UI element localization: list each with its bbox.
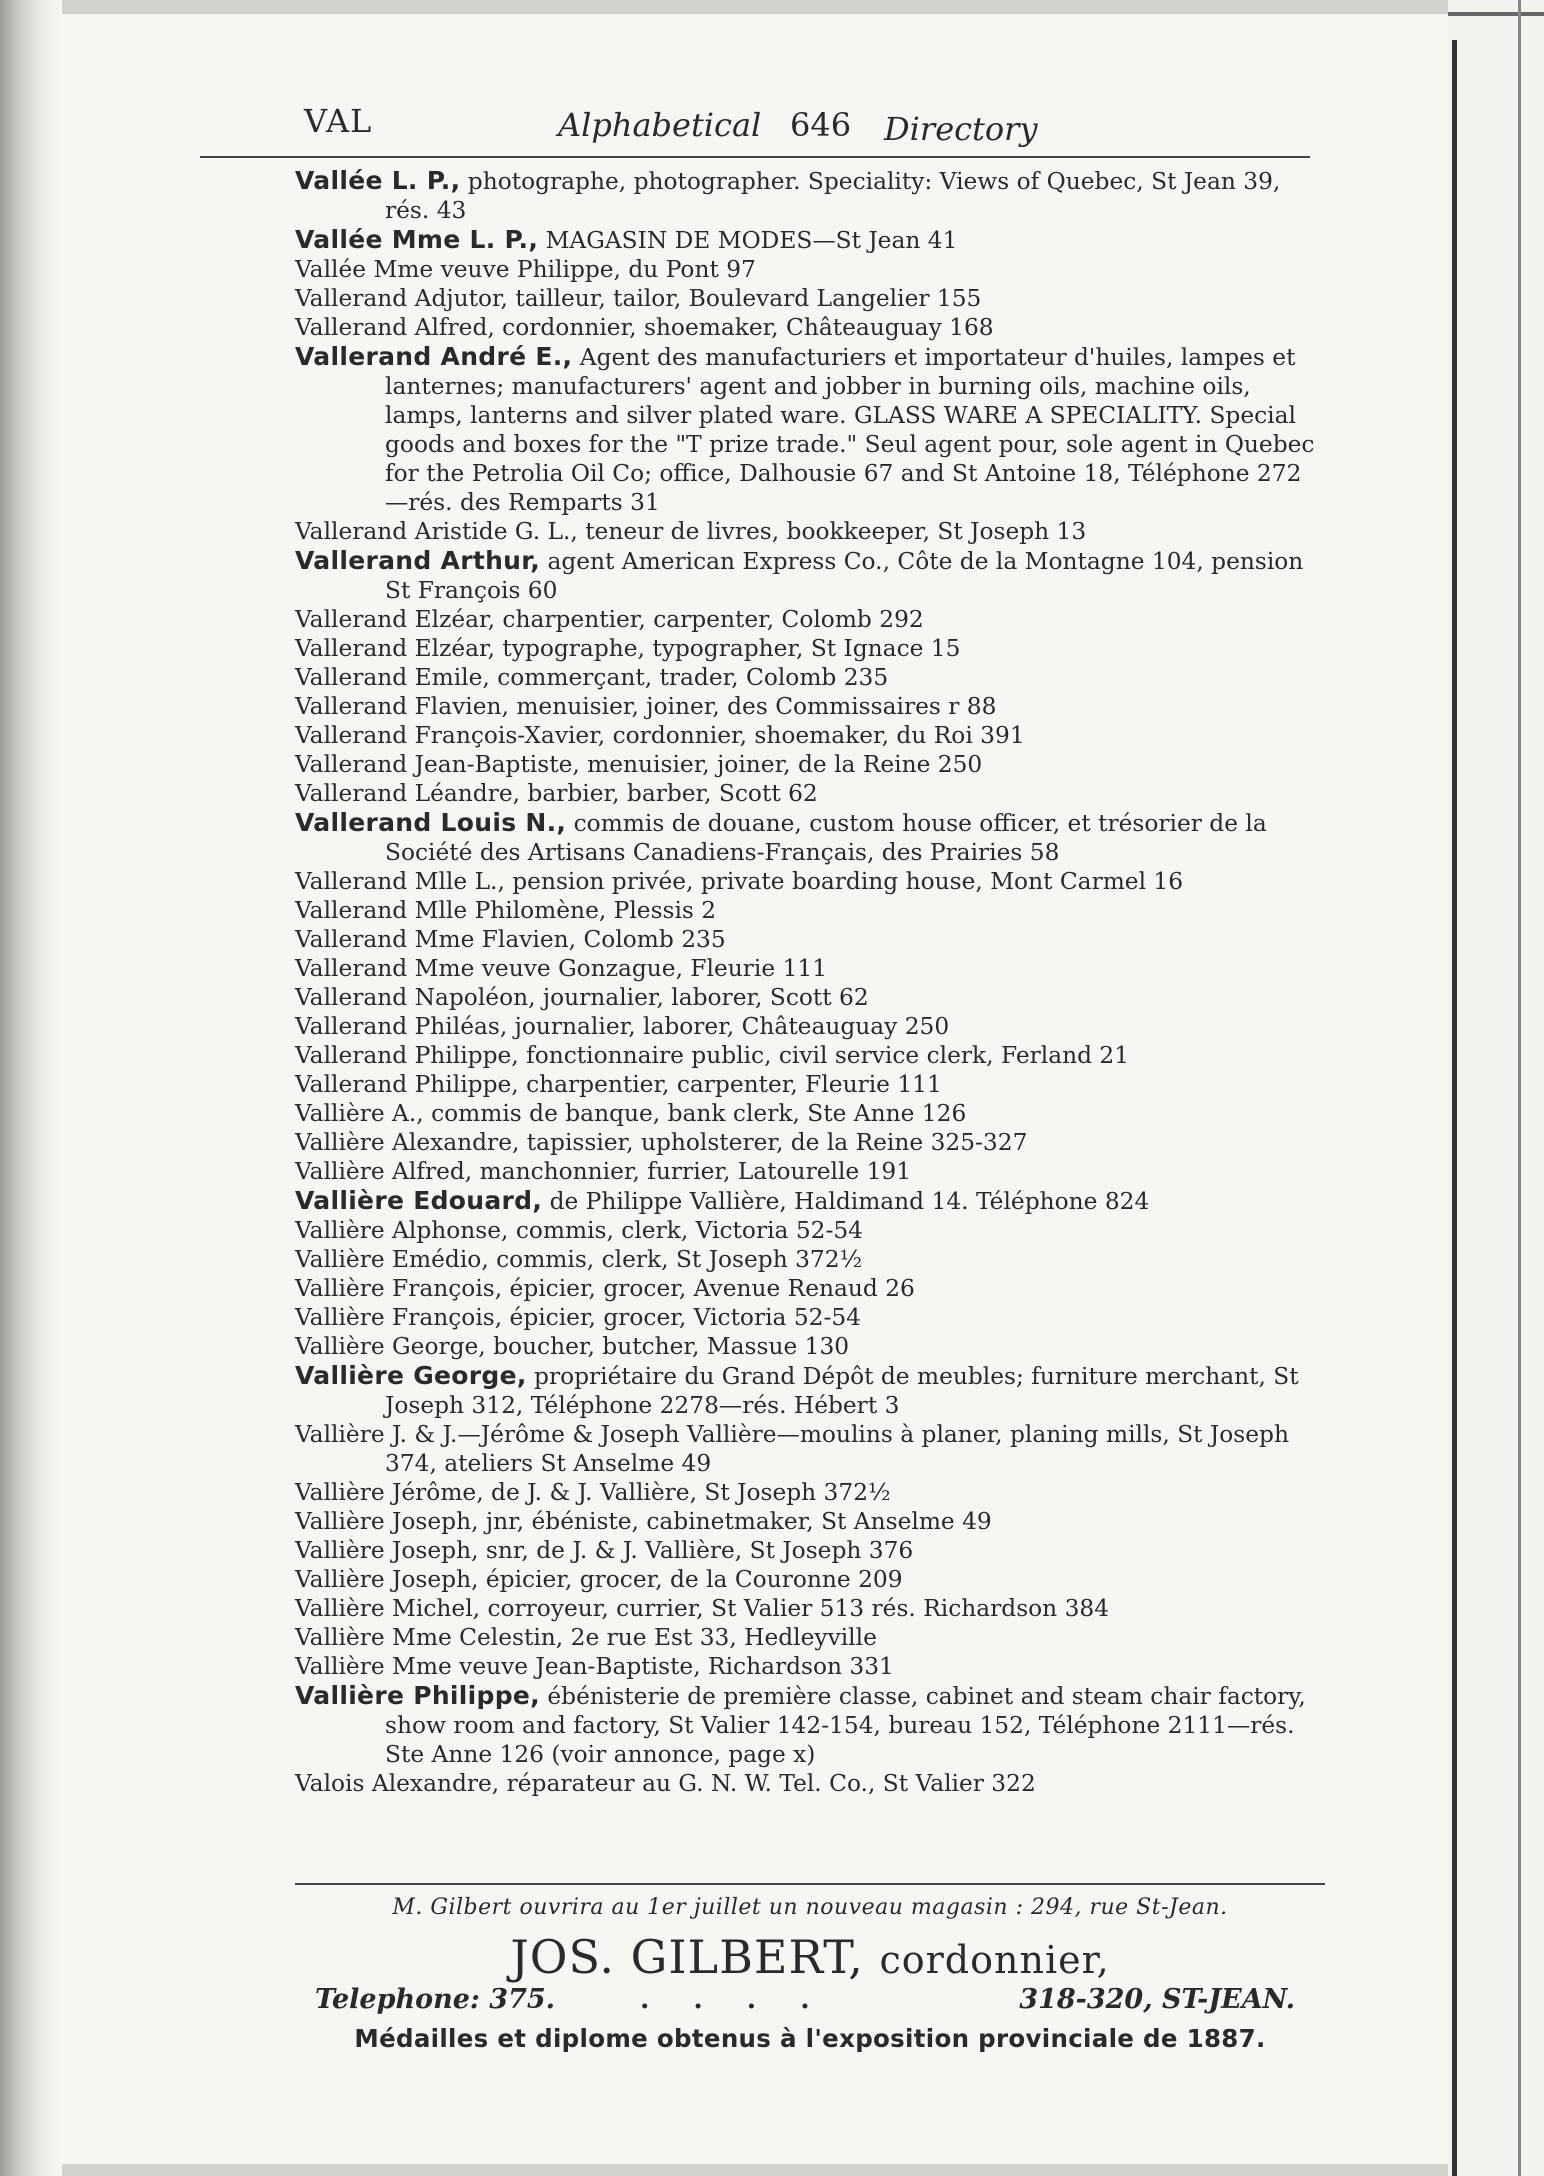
ad-telephone: Telephone: 375. [315,1984,556,2015]
ad-business-name: JOS. GILBERT, [510,1930,864,1984]
entry-details: Emédio, commis, clerk, St Joseph 372½ [392,1246,863,1273]
directory-entry [295,1245,1320,1274]
entry-name: Vallée L. P., [295,166,461,195]
entry-name: Vallière George, [295,1361,527,1390]
directory-entry [295,1070,1320,1099]
entry-name: Valois [295,1770,365,1797]
directory-entry [295,342,1320,517]
entry-details: de Philippe Vallière, Haldimand 14. Téléphone 824 [549,1188,1150,1215]
entry-name: Vallière [295,1129,385,1156]
entry-name: Vallière [295,1217,385,1244]
entry-details: Joseph, snr, de J. & J. Vallière, St Joseph 376 [392,1537,914,1564]
entry-details: A., commis de banque, bank clerk, Ste Anne 126 [392,1100,967,1127]
entry-name: Vallerand [295,955,408,982]
entry-details: photographe, photographer. Speciality: Views of Quebec, St Jean 39, rés. 43 [385,168,1281,224]
ad-medals-line: Médailles et diplome obtenus à l'exposition provinciale de 1887. [354,2024,1266,2053]
directory-entry [295,634,1320,663]
entry-name: Vallerand [295,1071,408,1098]
directory-entry [295,1681,1320,1769]
directory-entry [295,284,1320,313]
directory-entry [295,1507,1320,1536]
directory-entry [295,1099,1320,1128]
directory-entry [295,1303,1320,1332]
entry-name: Vallière [295,1333,385,1360]
entry-name: Vallerand [295,693,408,720]
entry-name: Vallière Edouard, [295,1186,543,1215]
entry-name: Vallerand [295,1042,408,1069]
ad-notice: M. Gilbert ouvrira au 1er juillet un nouveau magasin : 294, rue St-Jean. [392,1895,1228,1920]
directory-entry [295,983,1320,1012]
running-head-left-title: Alphabetical [558,106,762,144]
entry-details: François, épicier, grocer, Avenue Renaud 26 [392,1275,915,1302]
entry-name: Vallière [295,1537,385,1564]
entry-name: Vallière [295,1421,385,1448]
entry-name: Vallerand [295,635,408,662]
entry-name: Vallerand [295,926,408,953]
page-number: 646 [790,106,852,144]
entry-name: Vallerand [295,664,408,691]
directory-entry [295,1041,1320,1070]
entry-details: Philéas, journalier, laborer, Châteauguay 250 [414,1013,950,1040]
entry-name: Vallerand [295,868,408,895]
directory-entry [295,1361,1320,1420]
entry-details: Adjutor, tailleur, tailor, Boulevard Langelier 155 [414,285,982,312]
entry-details: Alfred, cordonnier, shoemaker, Châteauguay 168 [414,314,994,341]
directory-entry [295,1186,1320,1216]
entry-details: Aristide G. L., teneur de livres, bookkeeper, St Joseph 13 [414,518,1087,545]
directory-entry [295,779,1320,808]
directory-entry [295,255,1320,284]
entry-details: Mlle L., pension privée, private boarding house, Mont Carmel 16 [414,868,1184,895]
entry-name: Vallière [295,1158,385,1185]
entry-details: Alexandre, réparateur au G. N. W. Tel. Co., St Valier 322 [371,1770,1036,1797]
entry-details: J. & J.—Jérôme & Joseph Vallière—moulins à planer, planing mills, St Joseph 374, ateliers St Anselme 49 [385,1421,1289,1477]
scan-top-cut-line [1448,12,1544,16]
entry-details: propriétaire du Grand Dépôt de meubles; furniture merchant, St Joseph 312, Téléphone 2278—rés. Hébert 3 [385,1363,1299,1419]
entry-details: Joseph, jnr, ébéniste, cabinetmaker, St Anselme 49 [392,1508,992,1535]
entry-details: Napoléon, journalier, laborer, Scott 62 [414,984,869,1011]
entry-name: Vallière [295,1653,385,1680]
directory-entry [295,808,1320,867]
entry-name: Vallière [295,1566,385,1593]
directory-entry [295,1623,1320,1652]
directory-entry [295,313,1320,342]
entry-name: Vallée [295,256,367,283]
entry-details: ébénisterie de première classe, cabinet and steam chair factory, show room and factory, St Valier 142-154, bureau 152, Téléphone 2111—rés. Ste Anne 126 (voir annonce, page x) [385,1683,1306,1768]
book-spine-line [1452,40,1457,2176]
directory-entry [295,166,1320,225]
entry-details: Jérôme, de J. & J. Vallière, St Joseph 372½ [392,1479,891,1506]
entry-name: Vallerand [295,518,408,545]
directory-entry [295,954,1320,983]
entry-name: Vallière [295,1304,385,1331]
directory-entry [295,1332,1320,1361]
advertisement [295,1883,1325,2053]
entry-name: Vallière [295,1595,385,1622]
directory-entry [295,225,1320,255]
entry-name: Vallerand [295,751,408,778]
ad-leader-dots: .... [640,1984,854,2015]
section-label: VAL [304,102,373,140]
scan-left-edge [0,0,62,2176]
directory-entry [295,517,1320,546]
entry-name: Vallerand [295,897,408,924]
entry-name: Vallerand [295,780,408,807]
entry-details: Emile, commerçant, trader, Colomb 235 [414,664,889,691]
directory-entry [295,1536,1320,1565]
entry-name: Vallerand André E., [295,342,573,371]
entry-details: Philippe, fonctionnaire public, civil service clerk, Ferland 21 [414,1042,1130,1069]
entry-details: François-Xavier, cordonnier, shoemaker, du Roi 391 [414,722,1025,749]
directory-entry [295,1012,1320,1041]
entry-details: Mlle Philomène, Plessis 2 [414,897,717,924]
scan-right-edge [1448,0,1544,2176]
entry-name: Vallerand Arthur, [295,546,541,575]
entry-details: agent American Express Co., Côte de la Montagne 104, pension St François 60 [385,548,1304,604]
entry-name: Vallière [295,1479,385,1506]
entry-name: Vallière [295,1275,385,1302]
entry-details: George, boucher, butcher, Massue 130 [392,1333,850,1360]
directory-entry [295,721,1320,750]
directory-entry [295,546,1320,605]
entry-list [295,166,1320,1798]
ad-trade: cordonnier, [879,1938,1110,1982]
entry-details: Mme Flavien, Colomb 235 [414,926,726,953]
entry-details: Joseph, épicier, grocer, de la Couronne 209 [392,1566,903,1593]
entry-details: Michel, corroyeur, currier, St Valier 513 rés. Richardson 384 [392,1595,1110,1622]
directory-entry [295,1274,1320,1303]
entry-details: Alphonse, commis, clerk, Victoria 52-54 [392,1217,863,1244]
directory-entry [295,896,1320,925]
entry-name: Vallière Philippe, [295,1681,540,1710]
directory-entry [295,663,1320,692]
next-page-edge [1518,0,1521,2176]
entry-details: Mme veuve Jean-Baptiste, Richardson 331 [392,1653,894,1680]
entry-name: Vallerand [295,722,408,749]
directory-entry [295,867,1320,896]
directory-entry [295,692,1320,721]
entry-details: commis de douane, custom house officer, et trésorier de la Société des Artisans Canadiens-Français, des Prairies 58 [385,810,1267,866]
directory-page [200,100,1315,2100]
ad-address: 318-320, ST-JEAN. [1019,1984,1295,2015]
entry-details: Jean-Baptiste, menuisier, joiner, de la Reine 250 [414,751,983,778]
entry-name: Vallière [295,1100,385,1127]
entry-name: Vallerand [295,606,408,633]
entry-name: Vallée Mme L. P., [295,225,539,254]
entry-details: Alexandre, tapissier, upholsterer, de la Reine 325-327 [392,1129,1028,1156]
ad-headline [295,1930,1325,1984]
directory-entry [295,1478,1320,1507]
directory-entry [295,1565,1320,1594]
directory-entry [295,605,1320,634]
entry-details: Agent des manufacturiers et importateur d'huiles, lampes et lanternes; manufacturers' agent and jobber in burning oils, machine oils, lamps, lanterns and silver plated ware. GLASS WARE A SPECIALITY. Special goods and boxes for the "T prize trade." Seul agent pour, sole agent in Quebec for the Petrolia Oil Co; office, Dalhousie 67 and St Antoine 18, Téléphone 272—rés. des Remparts 31 [385,344,1315,516]
entry-details: Alfred, manchonnier, furrier, Latourelle 191 [392,1158,912,1185]
entry-name: Vallerand Louis N., [295,808,567,837]
running-head [200,100,1310,158]
entry-details: Elzéar, typographe, typographer, St Ignace 15 [414,635,961,662]
directory-entry [295,1420,1320,1478]
entry-name: Vallière [295,1624,385,1651]
entry-name: Vallerand [295,285,408,312]
entry-name: Vallière [295,1246,385,1273]
entry-details: Mme veuve Philippe, du Pont 97 [373,256,756,283]
directory-entry [295,1216,1320,1245]
entry-details: Flavien, menuisier, joiner, des Commissaires r 88 [414,693,997,720]
ad-contact-line [295,1984,1325,2020]
entry-details: Léandre, barbier, barber, Scott 62 [414,780,818,807]
directory-entry [295,1157,1320,1186]
running-head-right-title: Directory [884,110,1038,148]
entry-details: Elzéar, charpentier, carpenter, Colomb 292 [414,606,924,633]
directory-entry [295,1652,1320,1681]
entry-details: Philippe, charpentier, carpenter, Fleurie 111 [414,1071,942,1098]
entry-details: Mme veuve Gonzague, Fleurie 111 [414,955,828,982]
entry-name: Vallerand [295,984,408,1011]
directory-entry [295,925,1320,954]
directory-entry [295,1769,1320,1798]
entry-details: MAGASIN DE MODES—St Jean 41 [545,227,958,254]
entry-name: Vallerand [295,314,408,341]
directory-entry [295,1594,1320,1623]
entry-details: François, épicier, grocer, Victoria 52-54 [392,1304,861,1331]
directory-entry [295,1128,1320,1157]
entry-details: Mme Celestin, 2e rue Est 33, Hedleyville [392,1624,877,1651]
entry-name: Vallerand [295,1013,408,1040]
directory-entry [295,750,1320,779]
entry-name: Vallière [295,1508,385,1535]
